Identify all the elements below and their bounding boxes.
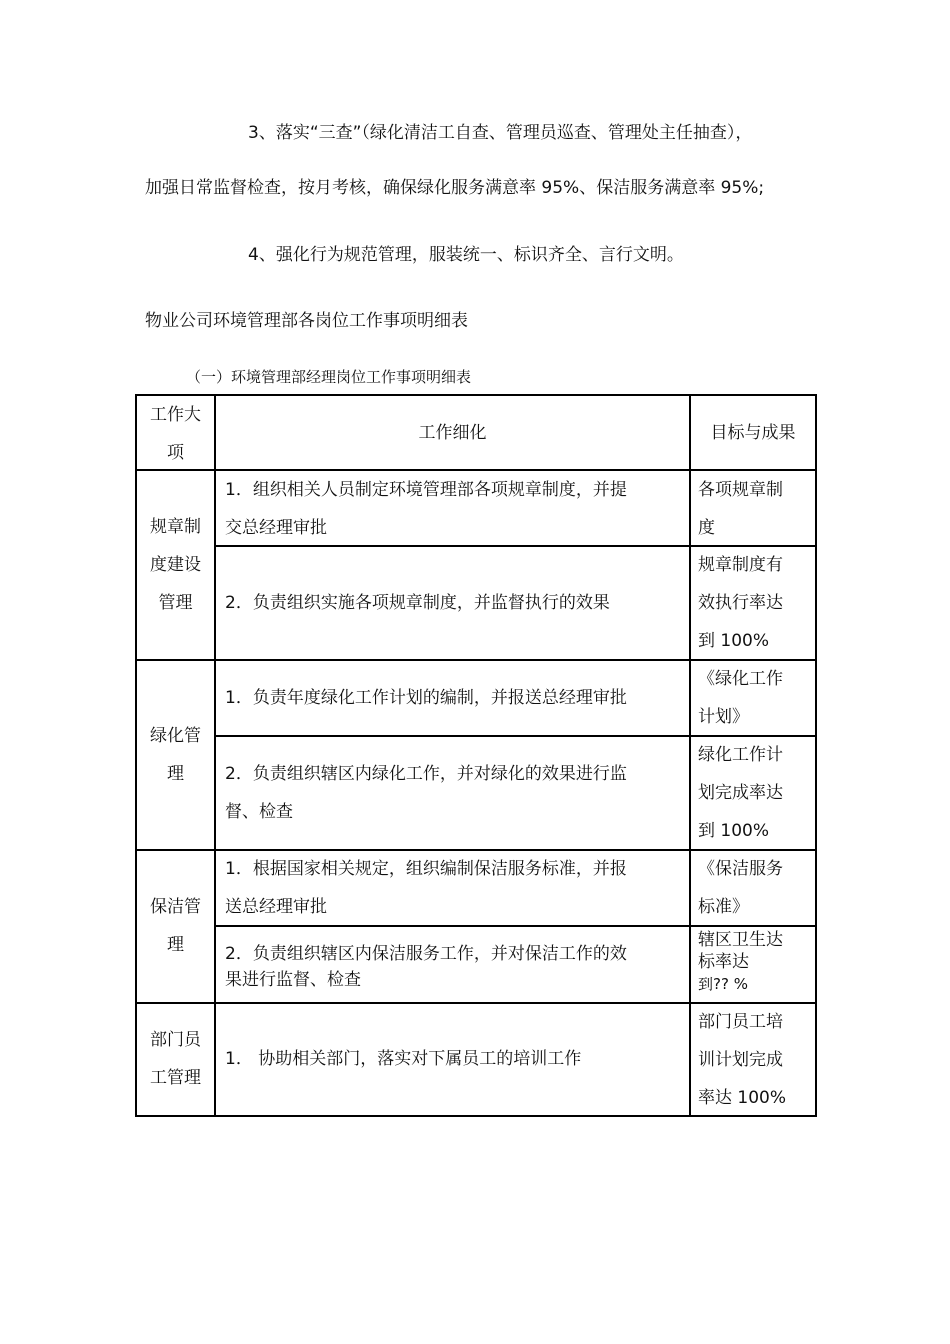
category-cleaning: [136, 888, 215, 964]
detail-line: 果进行监督、检查: [225, 970, 361, 990]
result-cell: [690, 850, 816, 926]
result-line: 《绿化工作: [698, 669, 783, 689]
detail-cell: [215, 584, 690, 622]
result-line: 《保洁服务: [698, 859, 783, 879]
paragraph-item-3-continued: 加强日常监督检查，按月考核，确保绿化服务满意率 95%、保洁服务满意率 95%;: [145, 178, 765, 198]
table-border-bottom: [135, 1115, 817, 1117]
header-detail: 工作细化: [418, 423, 487, 443]
row-divider: [135, 1002, 817, 1004]
detail-line: 1．组织相关人员制定环境管理部各项规章制度，并提: [225, 480, 627, 500]
result-line: 度: [698, 518, 715, 538]
category-line: 绿化管: [150, 726, 201, 746]
detail-line: 2．负责组织辖区内绿化工作，并对绿化的效果进行监: [225, 764, 627, 784]
table-border-left: [135, 394, 137, 1117]
result-line: 标准》: [698, 897, 749, 917]
table-border-top: [135, 394, 817, 396]
category-line: 管理: [158, 593, 193, 613]
table-caption: （一）环境管理部经理岗位工作事项明细表: [186, 368, 472, 386]
table-border-right: [815, 394, 817, 1117]
column-divider: [214, 394, 216, 1117]
detail-line: 督、检查: [225, 802, 293, 822]
paragraph-item-3: 3、落实“三查”（绿化清洁工自查、管理员巡查、管理处主任抽查），: [248, 123, 753, 143]
result-cell: [690, 660, 816, 736]
subrow-divider: [215, 735, 816, 737]
subrow-divider: [215, 545, 816, 547]
detail-cell: [215, 850, 690, 926]
result-cell: [690, 736, 816, 850]
category-line: 部门员: [150, 1030, 201, 1050]
result-cell: [690, 471, 816, 547]
subrow-divider: [215, 925, 816, 927]
column-divider: [689, 394, 691, 1117]
detail-line: 2．负责组织实施各项规章制度，并监督执行的效果: [225, 593, 610, 613]
detail-line: 1．负责年度绿化工作计划的编制，并报送总经理审批: [225, 688, 627, 708]
result-line: 划完成率达: [698, 783, 783, 803]
result-line: 到 100%: [698, 821, 770, 841]
category-line: 保洁管: [150, 897, 201, 917]
detail-cell: [215, 679, 690, 717]
header-category-line: 项: [167, 443, 184, 463]
result-cell: [690, 546, 816, 660]
result-line: 各项规章制: [698, 480, 783, 500]
result-line: 训计划完成: [698, 1050, 783, 1070]
category-line: 度建设: [150, 555, 201, 575]
paragraph-item-4: 4、强化行为规范管理，服装统一、标识齐全、言行文明。: [248, 245, 684, 265]
category-line: 工管理: [150, 1068, 201, 1088]
category-rules: [136, 508, 215, 622]
row-divider: [135, 659, 817, 661]
document-title: 物业公司环境管理部各岗位工作事项明细表: [145, 311, 468, 331]
detail-cell: [215, 755, 690, 831]
detail-line: 2．负责组织辖区内保洁服务工作，并对保洁工作的效: [225, 944, 627, 964]
category-staff: [136, 1021, 215, 1097]
header-category-line: 工作大: [150, 405, 201, 425]
detail-cell: [215, 941, 690, 993]
category-line: 理: [167, 935, 184, 955]
row-divider: [135, 469, 817, 471]
detail-cell: [215, 471, 690, 547]
category-line: 规章制: [150, 517, 201, 537]
result-cell: [690, 929, 816, 995]
result-line: 计划》: [698, 707, 749, 727]
detail-line: 1．根据国家相关规定，组织编制保洁服务标准，并报: [225, 859, 627, 879]
category-line: 理: [167, 764, 184, 784]
detail-cell: [215, 1040, 690, 1078]
detail-line: 交总经理审批: [225, 518, 327, 538]
result-line: 规章制度有: [698, 555, 783, 575]
detail-line: 1． 协助相关部门，落实对下属员工的培训工作: [225, 1049, 582, 1069]
result-line: 辖区卫生达: [698, 930, 783, 950]
result-cell: [690, 1003, 816, 1117]
header-result: 目标与成果: [710, 423, 796, 443]
header-category: [136, 396, 215, 470]
result-line: 标率达: [698, 952, 749, 972]
category-greening: [136, 717, 215, 793]
row-divider: [135, 849, 817, 851]
result-line: 绿化工作计: [698, 745, 783, 765]
result-line: 部门员工培: [698, 1012, 783, 1032]
result-line: 率达 100%: [698, 1088, 787, 1108]
result-line: 效执行率达: [698, 593, 783, 613]
result-line: 到 100%: [698, 631, 770, 651]
result-line: 到?? %: [698, 975, 748, 993]
detail-line: 送总经理审批: [225, 897, 327, 917]
